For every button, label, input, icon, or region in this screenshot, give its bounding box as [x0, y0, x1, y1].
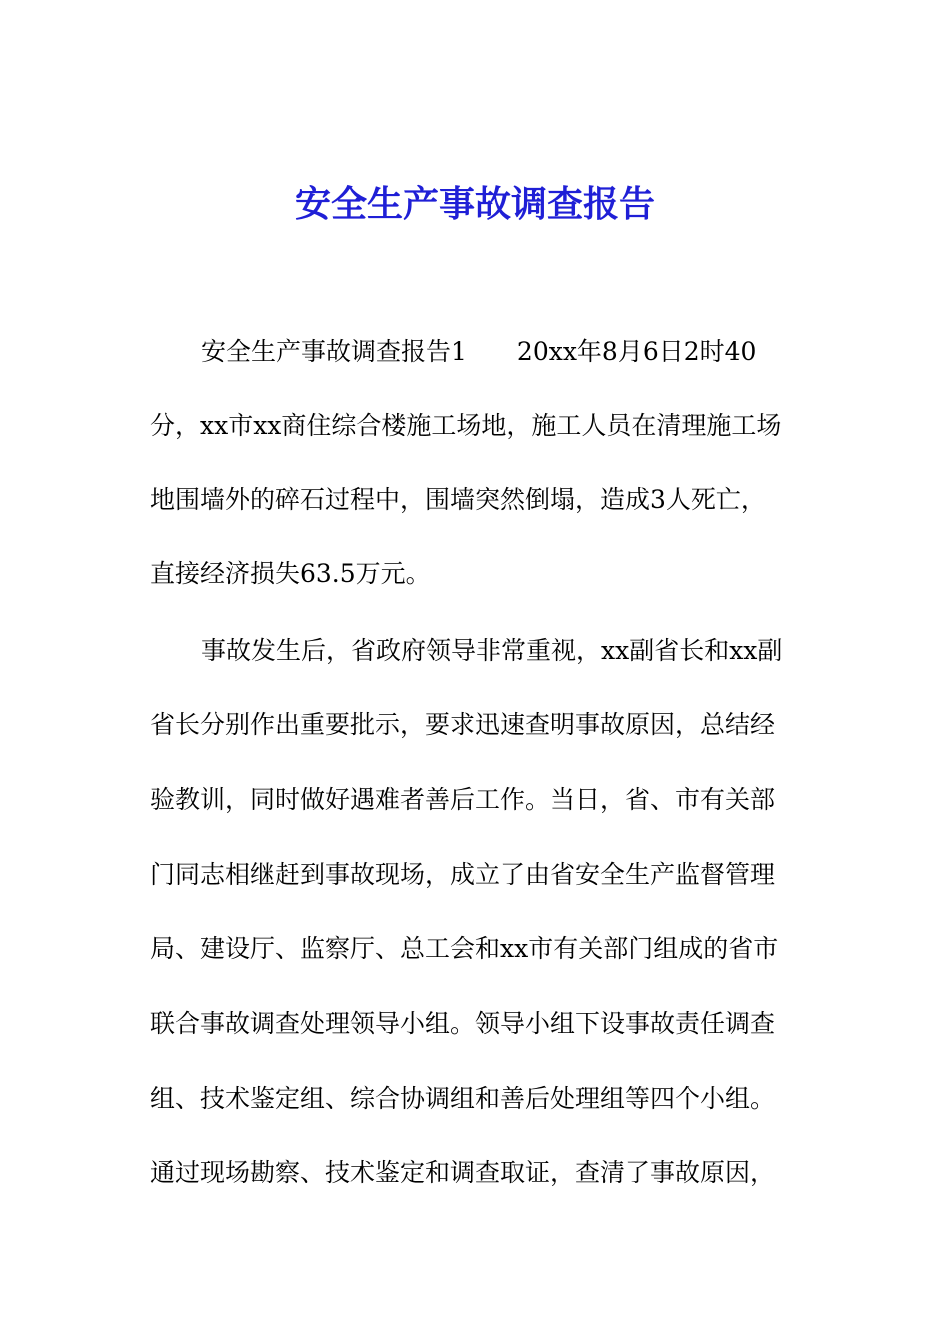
paragraph-line: 验教训，同时做好遇难者善后工作。当日，省、市有关部 — [150, 785, 776, 814]
paragraph-line: 省长分别作出重要批示，要求迅速查明事故原因，总结经 — [150, 710, 776, 739]
paragraph-line: 分，xx市xx商住综合楼施工场地，施工人员在清理施工场 — [150, 411, 782, 440]
paragraph-line: 组、技术鉴定组、综合协调组和善后处理组等四个小组。 — [150, 1084, 776, 1113]
paragraph-line: 局、建设厅、监察厅、总工会和xx市有关部门组成的省市 — [150, 934, 779, 963]
paragraph-line: 直接经济损失63.5万元。 — [150, 559, 431, 588]
paragraph-line: 安全生产事故调查报告1 20xx年8月6日2时40 — [201, 337, 757, 366]
paragraph-line: 事故发生后，省政府领导非常重视，xx副省长和xx副 — [201, 636, 783, 665]
paragraph-line: 通过现场勘察、技术鉴定和调查取证，查清了事故原因， — [150, 1158, 776, 1187]
paragraph-line: 地围墙外的碎石过程中，围墙突然倒塌，造成3人死亡， — [150, 485, 766, 514]
paragraph-line: 门同志相继赶到事故现场，成立了由省安全生产监督管理 — [150, 860, 776, 889]
paragraph-line: 联合事故调查处理领导小组。领导小组下设事故责任调查 — [150, 1009, 776, 1038]
document-title: 安全生产事故调查报告 — [294, 183, 655, 225]
